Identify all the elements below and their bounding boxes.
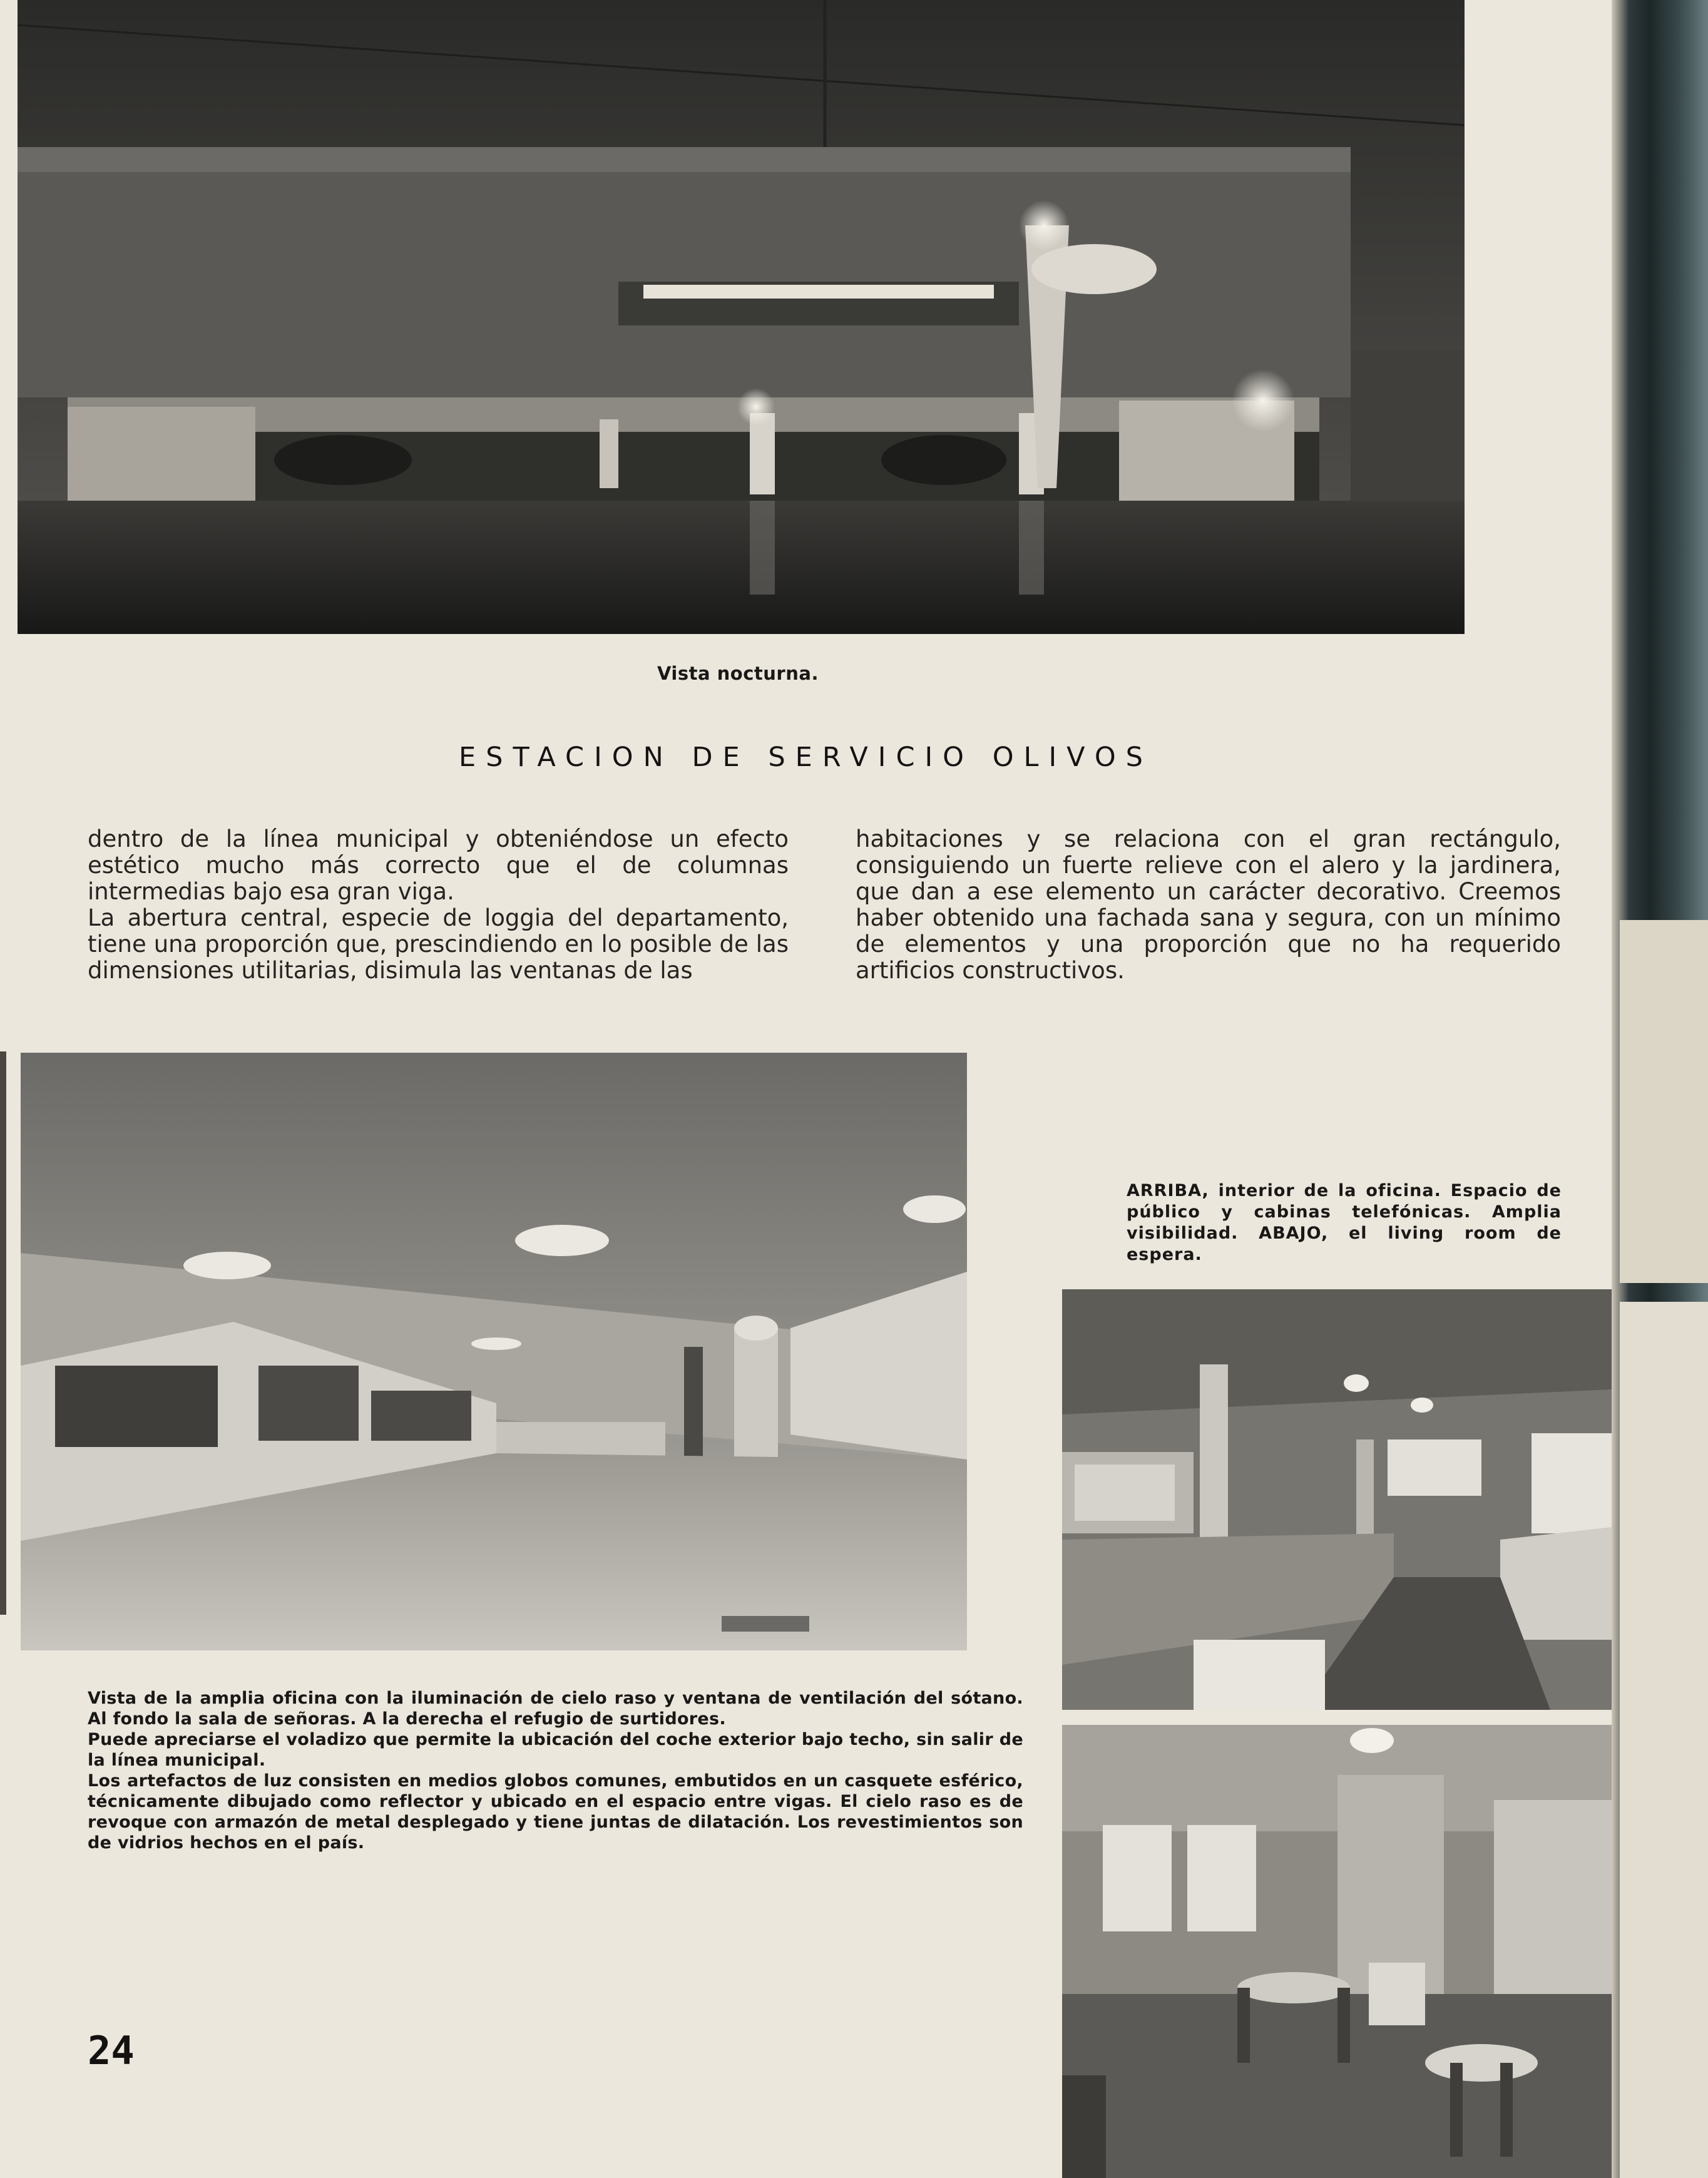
caption-paragraph: Vista de la amplia oficina con la iluminación de cielo raso y ventana de ventilación del sótano. Al fondo la sala de señoras. A la derecha el refugio de surtidores. [88,1689,1023,1729]
body-paragraph: dentro de la línea municipal y obteniéndose un efecto estético mucho más correcto que el de columnas intermedias bajo esa gran viga. [88,826,789,905]
office-photo [1062,1289,1612,1710]
canopy-caption [88,1688,1023,1853]
caption-paragraph: Los artefactos de luz consisten en medios globos comunes, embutidos en un casquete esférico, técnicamente dibujado como reflector y ubicado en el espacio entre vigas. El cielo raso es de revoque con armazón de metal desplegado y tiene juntas de dilatación. Los revestimientos son de vidrios hechos en el país. [88,1771,1023,1853]
page-edge-shadow [0,1051,6,1615]
night-view-photo [18,0,1465,634]
adjacent-page-fragment [1620,920,1708,1283]
body-column-right [856,826,1561,984]
caption-paragraph: Puede apreciarse el voladizo que permite la ubicación del coche exterior bajo techo, sin salir de la línea municipal. [88,1730,1023,1770]
canopy-photo [21,1053,967,1650]
office-living-caption: ARRIBA, interior de la oficina. Espacio de público y cabinas telefónicas. Amplia visibilidad. ABAJO, el living room de espera. [1127,1181,1562,1264]
page-title: ESTACION DE SERVICIO OLIVOS [459,742,1153,773]
body-paragraph: habitaciones y se relaciona con el gran rectángulo, consiguiendo un fuerte relieve con el alero y la jardinera, que dan a ese elemento un carácter decorativo. Creemos haber obtenido una fachada sana y segura, con un mínimo de elementos y una proporción que no ha requerido artificios constructivos. [856,826,1561,984]
body-paragraph: La abertura central, especie de loggia del departamento, tiene una proporción que, prescindiendo en lo posible de las dimensiones utilitarias, disimula las ventanas de las [88,904,789,984]
body-column-left [88,826,789,984]
night-view-caption: Vista nocturna. [657,663,819,684]
living-room-photo [1062,1725,1612,2178]
page-number: 24 [88,2028,135,2073]
adjacent-page-fragment [1620,1302,1708,2178]
